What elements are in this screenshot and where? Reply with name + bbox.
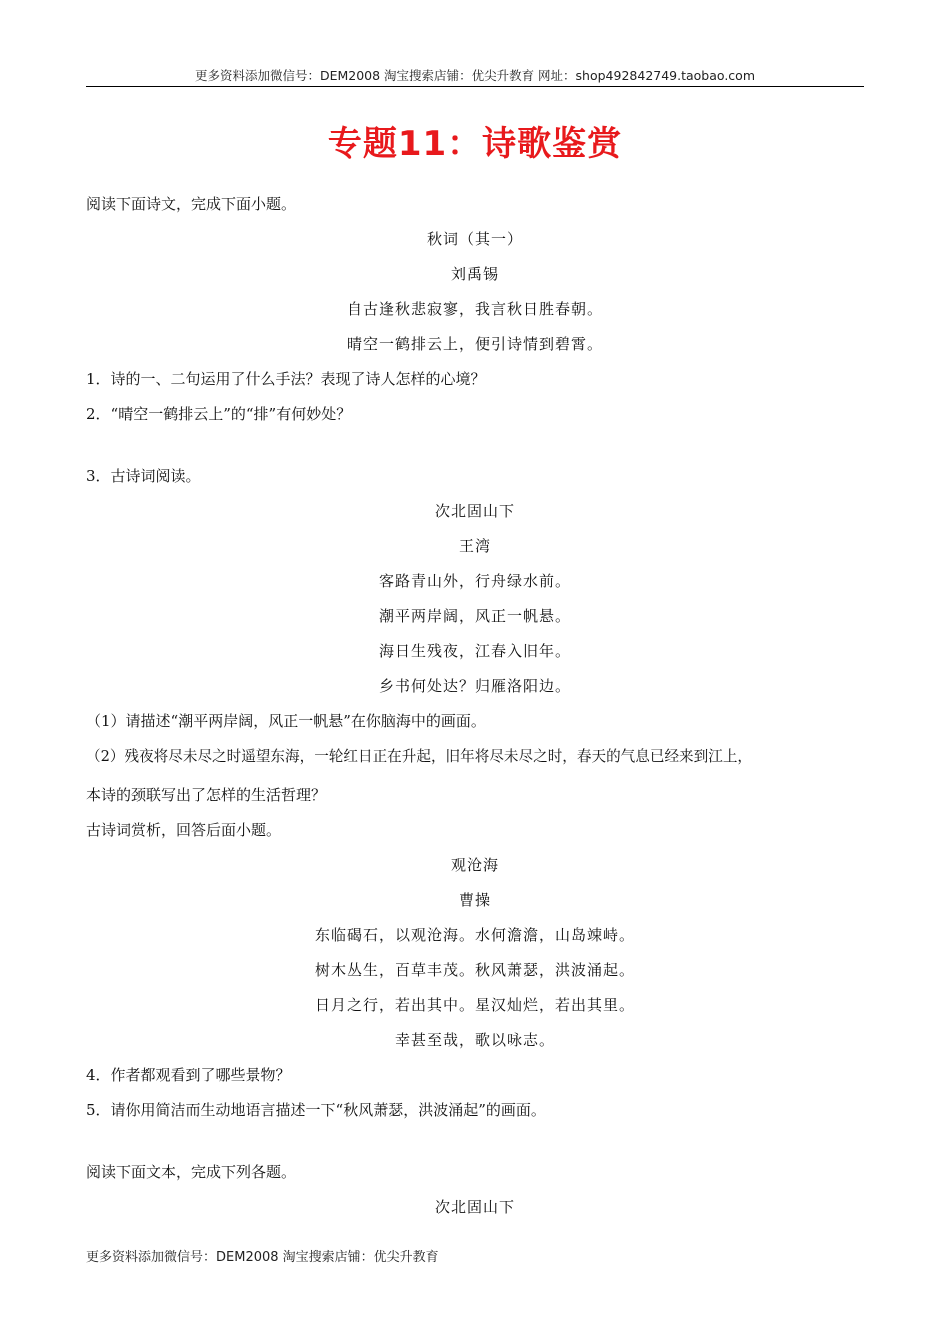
poem1-line: 自古逢秋悲寂寥，我言秋日胜春朝。 [346,300,603,318]
poem1-title: 秋词（其一） [426,230,523,248]
page-title: 专题11：诗歌鉴赏 [327,124,623,164]
poem3-line: 幸甚至哉，歌以咏志。 [394,1031,555,1049]
poem1-author: 刘禹锡 [450,265,499,283]
question-4: 4．作者都观看到了哪些景物？ [86,1066,291,1084]
question-3-1: （1）请描述“潮平两岸阔，风正一帆悬”在你脑海中的画面。 [86,712,486,730]
section1-intro: 阅读下面诗文，完成下面小题。 [86,195,297,213]
poem4-title: 次北固山下 [434,1198,515,1216]
page-header: 更多资料添加微信号：DEM2008 淘宝搜索店铺：优尖升教育 网址：shop492842749.taobao.com [194,68,756,83]
poem2-author: 王湾 [458,537,491,555]
question-2: 2．“晴空一鹤排云上”的“排”有何妙处？ [86,405,352,423]
question-1: 1．诗的一、二句运用了什么手法？表现了诗人怎样的心境？ [86,370,486,388]
poem2-line: 乡书何处达？归雁洛阳边。 [378,677,571,695]
header-divider [86,86,864,87]
poem3-author: 曹操 [458,891,491,909]
section4-intro: 阅读下面文本，完成下列各题。 [86,1163,297,1181]
section3-intro: 古诗词赏析，回答后面小题。 [86,821,282,839]
poem3-line: 树木丛生，百草丰茂。秋风萧瑟，洪波涌起。 [314,961,635,979]
poem1-line: 晴空一鹤排云上，便引诗情到碧霄。 [346,335,603,353]
poem2-title: 次北固山下 [434,502,515,520]
question-3-2: （2）残夜将尽未尽之时遥望东海，一轮红日正在升起，旧年将尽未尽之时，春天的气息已经来到江上， [86,748,753,765]
section2-intro: 3．古诗词阅读。 [86,467,201,485]
question-3-2-cont: 本诗的颈联写出了怎样的生活哲理？ [86,786,327,804]
poem3-line: 东临碣石，以观沧海。水何澹澹，山岛竦峙。 [314,926,635,944]
poem2-line: 海日生残夜，江春入旧年。 [378,642,571,660]
poem2-line: 潮平两岸阔，风正一帆悬。 [378,607,571,625]
poem3-line: 日月之行，若出其中。星汉灿烂，若出其里。 [314,996,635,1014]
poem3-title: 观沧海 [450,856,499,874]
question-5: 5．请你用简洁而生动地语言描述一下“秋风萧瑟，洪波涌起”的画面。 [86,1101,546,1119]
page-footer: 更多资料添加微信号：DEM2008 淘宝搜索店铺：优尖升教育 [86,1250,439,1265]
poem2-line: 客路青山外，行舟绿水前。 [378,572,571,590]
